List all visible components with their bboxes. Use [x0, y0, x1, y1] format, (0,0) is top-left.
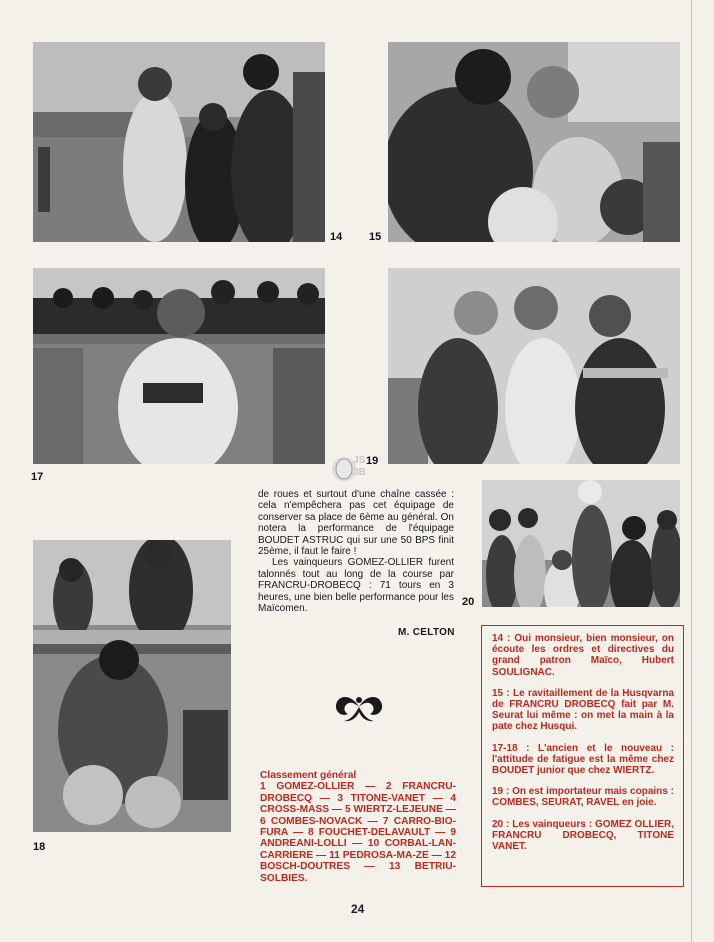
figure-number-20: 20 [462, 596, 475, 608]
figure-number-17: 17 [31, 471, 44, 483]
svg-text:JB: JB [353, 467, 366, 478]
decorative-ornament-icon [332, 690, 386, 724]
figure-number-14: 14 [330, 231, 343, 243]
article-paragraph: Les vainqueurs GOMEZ-OLLIER furent talonnés tout au long de la course par FRANCRU-DROBECQ : 71 tours en 3 heures, une bien belle performance pour les Maïcomen. [258, 557, 454, 615]
photo-18 [33, 540, 231, 832]
caption-17-18: 17-18 : L'ancien et le nouveau : l'attitude de fatigue est la même chez BOUDET junior que chez WIERTZ. [492, 742, 674, 777]
race-results-classement [260, 770, 456, 884]
photo-captions-box [481, 625, 684, 887]
caption-19: 19 : On est importateur mais copains : COMBES, SEURAT, RAVEL en joie. [492, 786, 674, 809]
figure-number-19: 19 [366, 455, 379, 467]
photo-19 [388, 268, 680, 464]
photo-17 [33, 268, 325, 464]
caption-14: 14 : Oui monsieur, bien monsieur, on écoute les ordres et directives du grand patron Maïco, Hubert SOULIGNAC. [492, 633, 674, 678]
binding-line [691, 0, 692, 942]
photo-14 [33, 42, 325, 242]
photo-20 [482, 480, 680, 607]
article-body [258, 489, 454, 614]
classement-title: Classement général [260, 770, 357, 781]
article-signature: M. CELTON [398, 627, 455, 638]
classement-text: 1 GOMEZ-OLLIER — 2 FRANCRU-DROBECQ — 3 TITONE-VANET — 4 CROSS-MASS — 5 WIERTZ-LEJEUNE — 6 COMBES-NOVACK — 7 CARRO-BIO-FURA — 8 FOUCHET-DELAVAULT — 9 ANDREANI-LOLLI — 10 CORBAL-LAN-CARRIERE — 11 PEDROSA-MA-ZE — 12 BOSCH-DOUTRES — 13 BETRIU-SOLBIES. [260, 781, 456, 884]
caption-15: 15 : Le ravitaillement de la Husqvarna de FRANCRU DROBECQ fait par M. Seurat lui même : on met la main à la pate chez Husqui. [492, 687, 674, 733]
figure-number-15: 15 [369, 231, 382, 243]
svg-text:JS: JS [353, 455, 366, 466]
figure-number-18: 18 [33, 841, 46, 853]
page-number: 24 [351, 902, 365, 916]
article-paragraph: de roues et surtout d'une chaîne cassée : cela n'empêchera pas cet équipage de conserver sa place de 6ème au général. On notera la performance de l'équipage BOUDET ASTRUC qui sur une 50 BPS finit 25ème, il faut le faire ! [258, 489, 454, 558]
photo-15 [388, 42, 680, 242]
caption-20: 20 : Les vainqueurs : GOMEZ OLLIER, FRANCRU DROBECQ, TITONE VANET. [492, 818, 674, 853]
stamp-watermark [328, 447, 372, 491]
